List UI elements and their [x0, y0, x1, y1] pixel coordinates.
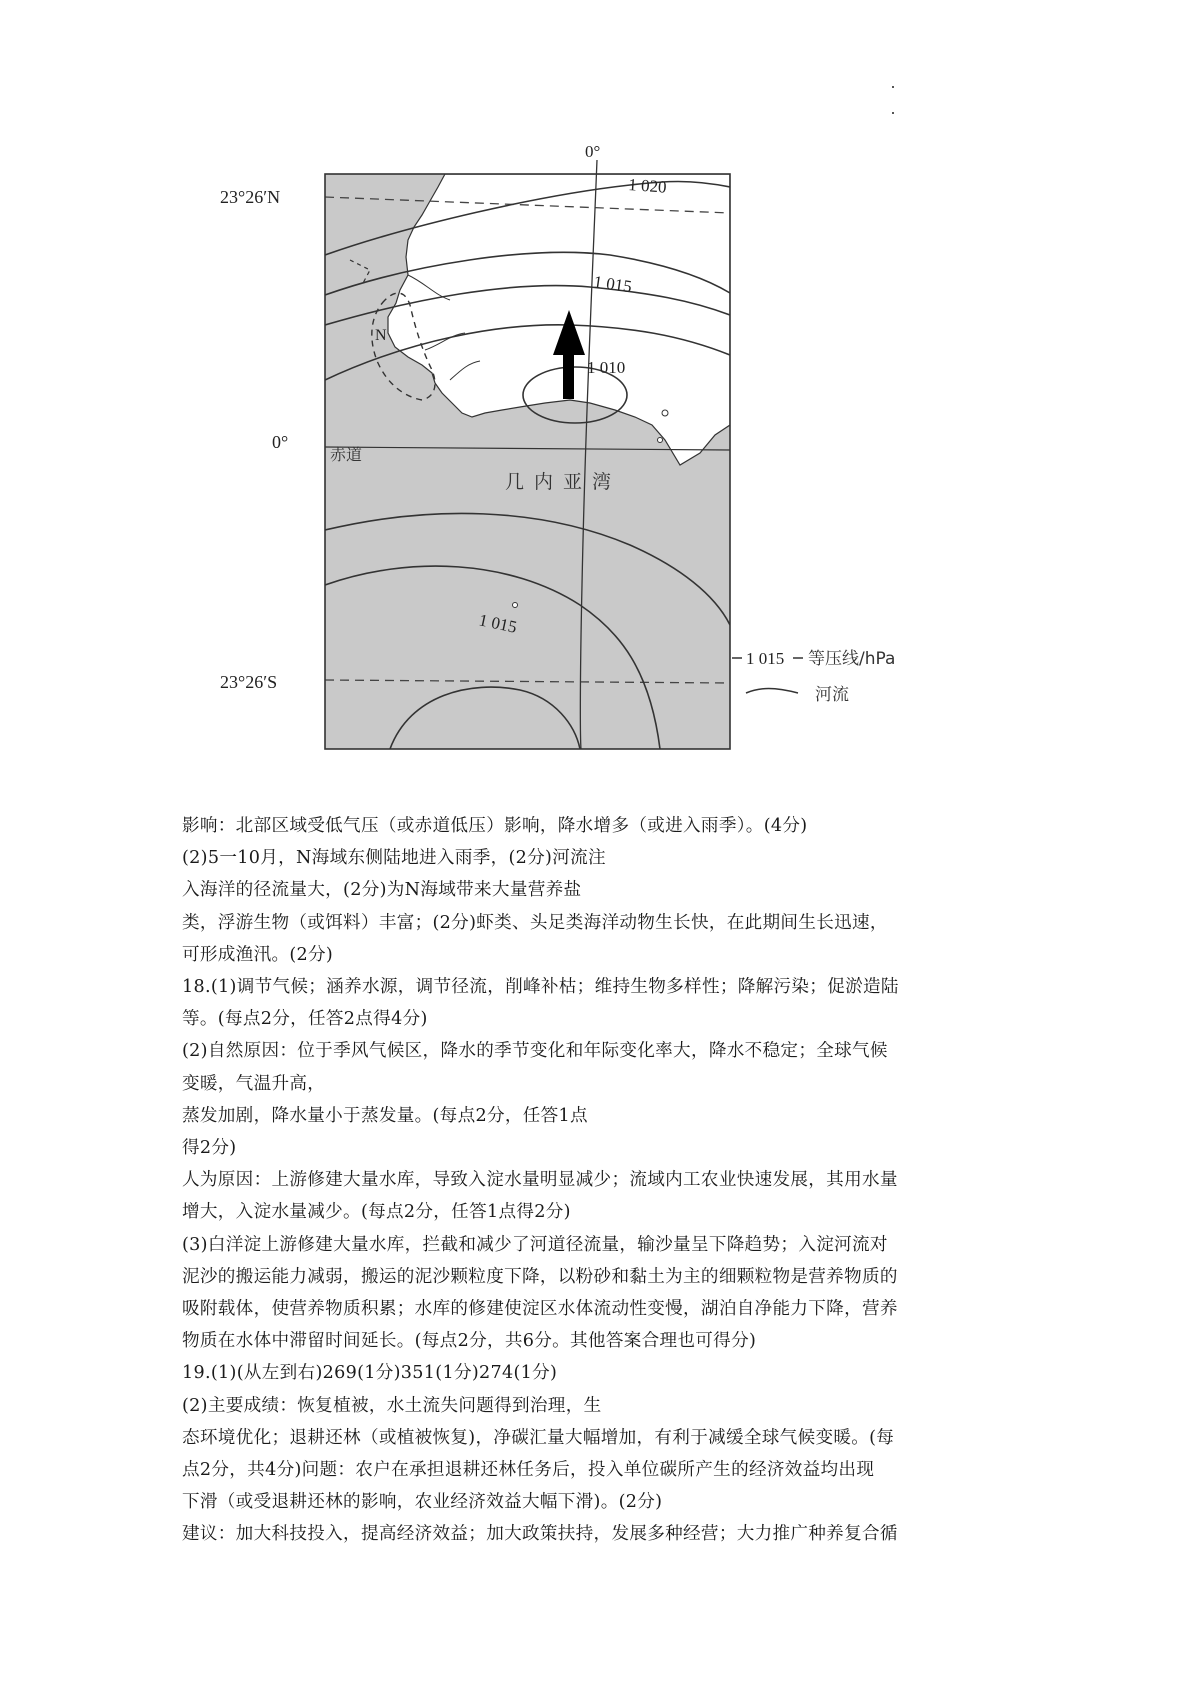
meridian-label: 0° [585, 142, 601, 161]
island [658, 438, 663, 443]
legend-river-text: 河流 [815, 685, 849, 705]
text-line: 蒸发加剧，降水量小于蒸发量。(每点2分，任答1点 [182, 1105, 588, 1126]
text-line: 点2分，共4分)问题：农户在承担退耕还林任务后，投入单位碳所产生的经济效益均出现 [182, 1460, 875, 1481]
lat-equator-label: 0° [272, 432, 289, 452]
equator-name: 赤道 [330, 445, 363, 464]
text-line: 态环境优化；退耕还林（或植被恢复)，净碳汇量大幅增加，有利于减缓全球气候变暖。(每 [182, 1427, 895, 1448]
text-line: (2)主要成绩：恢复植被，水土流失问题得到治理，生 [182, 1395, 602, 1416]
text-line: 泥沙的搬运能力减弱，搬运的泥沙颗粒度下降，以粉砂和黏土为主的细颗粒物是营养物质的 [182, 1266, 898, 1287]
text-line: 吸附载体，使营养物质积累；水库的修建使淀区水体流动性变慢，湖泊自净能力下降，营养 [182, 1299, 898, 1320]
gulf-name: 几内亚湾 [505, 471, 622, 493]
text-line: 增大，入淀水量减少。(每点2分，任答1点得2分) [182, 1202, 571, 1223]
legend-isobar-sample: 1 015 [746, 649, 785, 668]
text-line: 物质在水体中滞留时间延长。(每点2分，共6分。其他答案合理也可得分) [182, 1331, 757, 1352]
legend-isobar-text: 等压线/hPa [808, 649, 896, 669]
text-line: (2)自然原因：位于季风气候区，降水的季节变化和年际变化率大，降水不稳定；全球气候 [182, 1041, 888, 1062]
text-line: 建议：加大科技投入，提高经济效益；加大政策扶持，发展多种经营；大力推广种养复合循 [182, 1524, 898, 1545]
text-line: (3)白洋淀上游修建大量水库，拦截和减少了河道径流量，输沙量呈下降趋势；入淀河流对 [182, 1234, 888, 1255]
lat-south-label: 23°26′S [220, 672, 278, 692]
text-line: 等。(每点2分，任答2点得4分) [182, 1009, 428, 1030]
text-line: 得2分) [182, 1138, 237, 1159]
answer-text [182, 810, 1042, 1551]
text-line: 可形成渔汛。(2分) [182, 944, 334, 965]
sea-area-label: N [375, 327, 387, 344]
text-line: 18.(1)调节气候；涵养水源，调节径流，削峰补枯；维持生物多样性；降解污染；促淤造陆 [182, 977, 899, 998]
isobar-label-1015-south: 1 015 [477, 610, 519, 637]
text-line: (2)5一10月，N海域东侧陆地进入雨季，(2分)河流注 [182, 848, 606, 869]
text-line: 变暖，气温升高， [182, 1073, 326, 1094]
text-line: 下滑（或受退耕还林的影响，农业经济效益大幅下滑)。(2分) [182, 1492, 663, 1513]
island [662, 410, 668, 416]
text-line: 类，浮游生物（或饵料）丰富；(2分)虾类、头足类海洋动物生长快，在此期间生长迅速， [182, 912, 888, 933]
island [513, 603, 518, 608]
scan-speck [892, 112, 894, 114]
isobar-label-1020: 1 020 [627, 175, 668, 197]
scan-speck [892, 86, 894, 88]
text-line: 人为原因：上游修建大量水库，导致入淀水量明显减少；流域内工农业快速发展，其用水量 [182, 1170, 898, 1191]
text-line: 入海洋的径流量大，(2分)为N海域带来大量营养盐 [182, 880, 582, 901]
text-line: 19.(1)(从左到右)269(1分)351(1分)274(1分) [182, 1363, 558, 1384]
isobar-label-1015-north: 1 015 [592, 272, 633, 297]
isobar-label-1010: 1 010 [587, 358, 626, 377]
text-line: 影响：北部区域受低气压（或赤道低压）影响，降水增多（或进入雨季）。(4分) [182, 816, 808, 836]
lat-north-label: 23°26′N [220, 187, 281, 207]
pressure-map-figure [210, 135, 990, 785]
map-legend [732, 649, 895, 705]
